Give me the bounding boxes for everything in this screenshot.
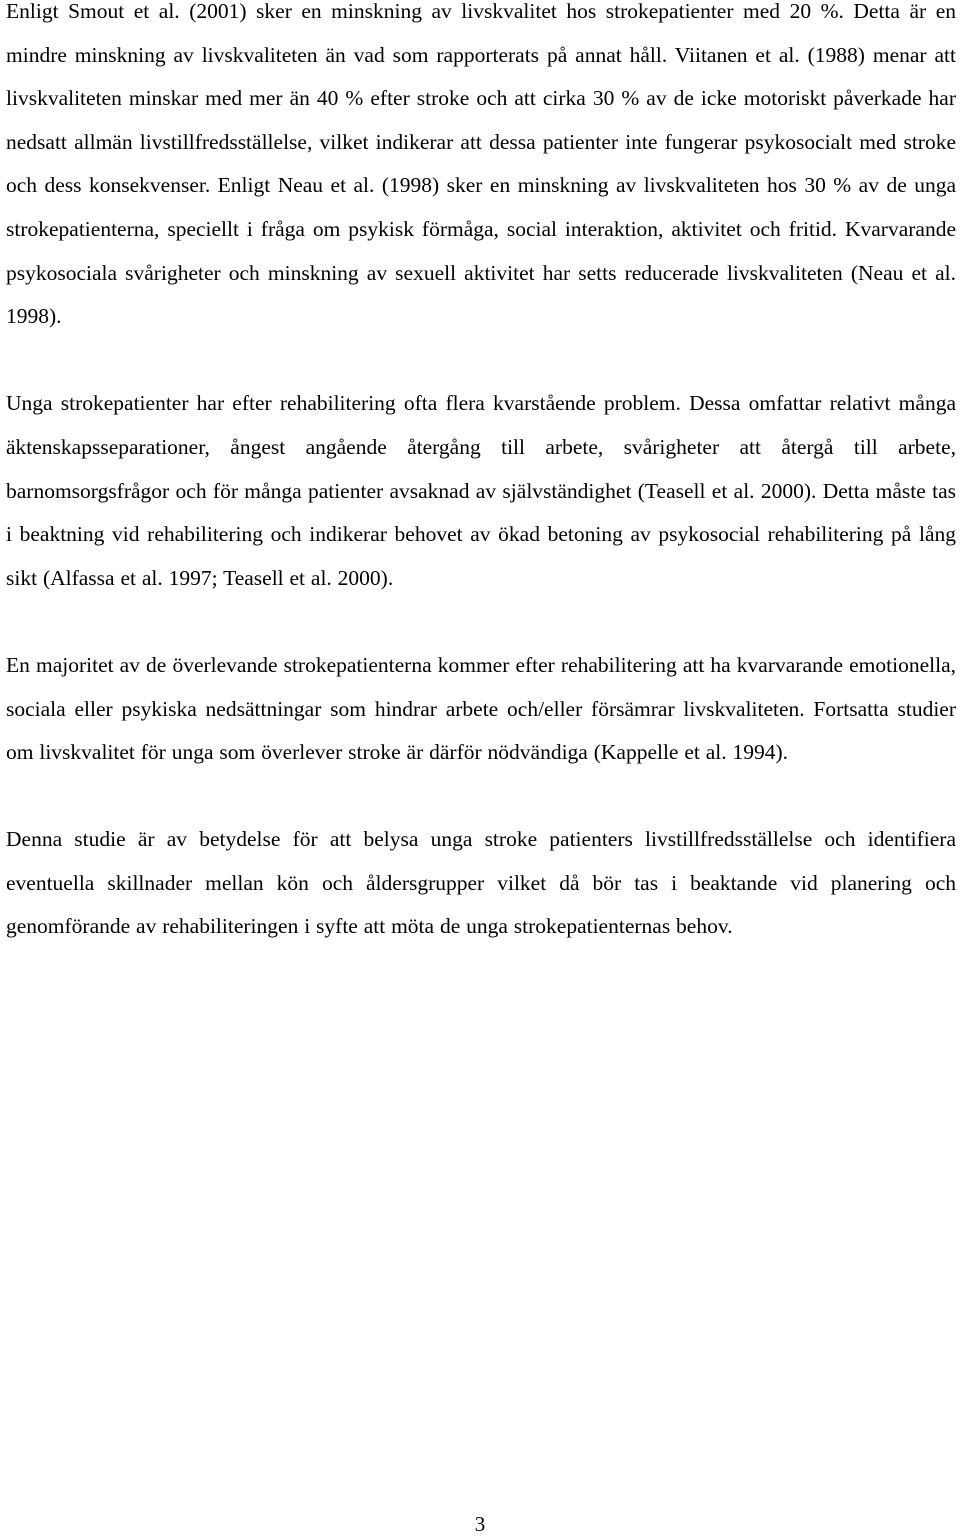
page-number: 3	[474, 1512, 486, 1536]
paragraph-majority-survivors: En majoritet av de överlevande strokepatienterna kommer efter rehabilitering att ha kvarvarande emotionella, sociala eller psykiska nedsättningar som hindrar arbete och/eller försämrar livskvaliteten. Fortsatta studier om livskvalitet för unga som överlever stroke är därför nödvändiga (Kappelle et al. 1994).	[6, 652, 956, 765]
paragraph-remaining-problems: Unga strokepatienter har efter rehabilitering ofta flera kvarstående problem. Dessa omfattar relativt många äktenskapsseparationer, ångest angående återgång till arbete, svårigheter att återgå till arbete, barnomsorgsfrågor och för många patienter avsaknad av självständighet (Teasell et al. 2000). Detta måste tas i beaktning vid rehabilitering och indikerar behovet av ökad betoning av psykosocial rehabilitering på lång sikt (Alfassa et al. 1997; Teasell et al. 2000).	[6, 391, 956, 590]
paragraph-study-significance: Denna studie är av betydelse för att belysa unga stroke patienters livstillfredsställelse och identifiera eventuella skillnader mellan kön och åldersgrupper vilket då bör tas i beaktande vid planering och genomförande av rehabiliteringen i syfte att möta de unga strokepatienternas behov.	[6, 827, 956, 939]
paragraph-quality-of-life-studies: Enligt Smout et al. (2001) sker en minskning av livskvalitet hos strokepatienter med 20 %. Detta är en mindre minskning av livskvaliteten än vad som rapporterats på annat håll. Viitanen et al. (1988) menar att livskvaliteten minskar med mer än 40 % efter stroke och att cirka 30 % av de icke motoriskt påverkade har nedsatt allmän livstillfredsställelse, vilket indikerar att dessa patienter inte fungerar psykosocialt med stroke och dess konsekvenser. Enligt Neau et al. (1998) sker en minskning av livskvaliteten hos 30 % av de unga strokepatienterna, speciellt i fråga om psykisk förmåga, social interaktion, aktivitet och fritid. Kvarvarande psykosociala svårigheter och minskning av sexuell aktivitet har setts reducerade livskvaliteten (Neau et al. 1998).	[6, 0, 956, 329]
document-page	[6, 0, 956, 949]
